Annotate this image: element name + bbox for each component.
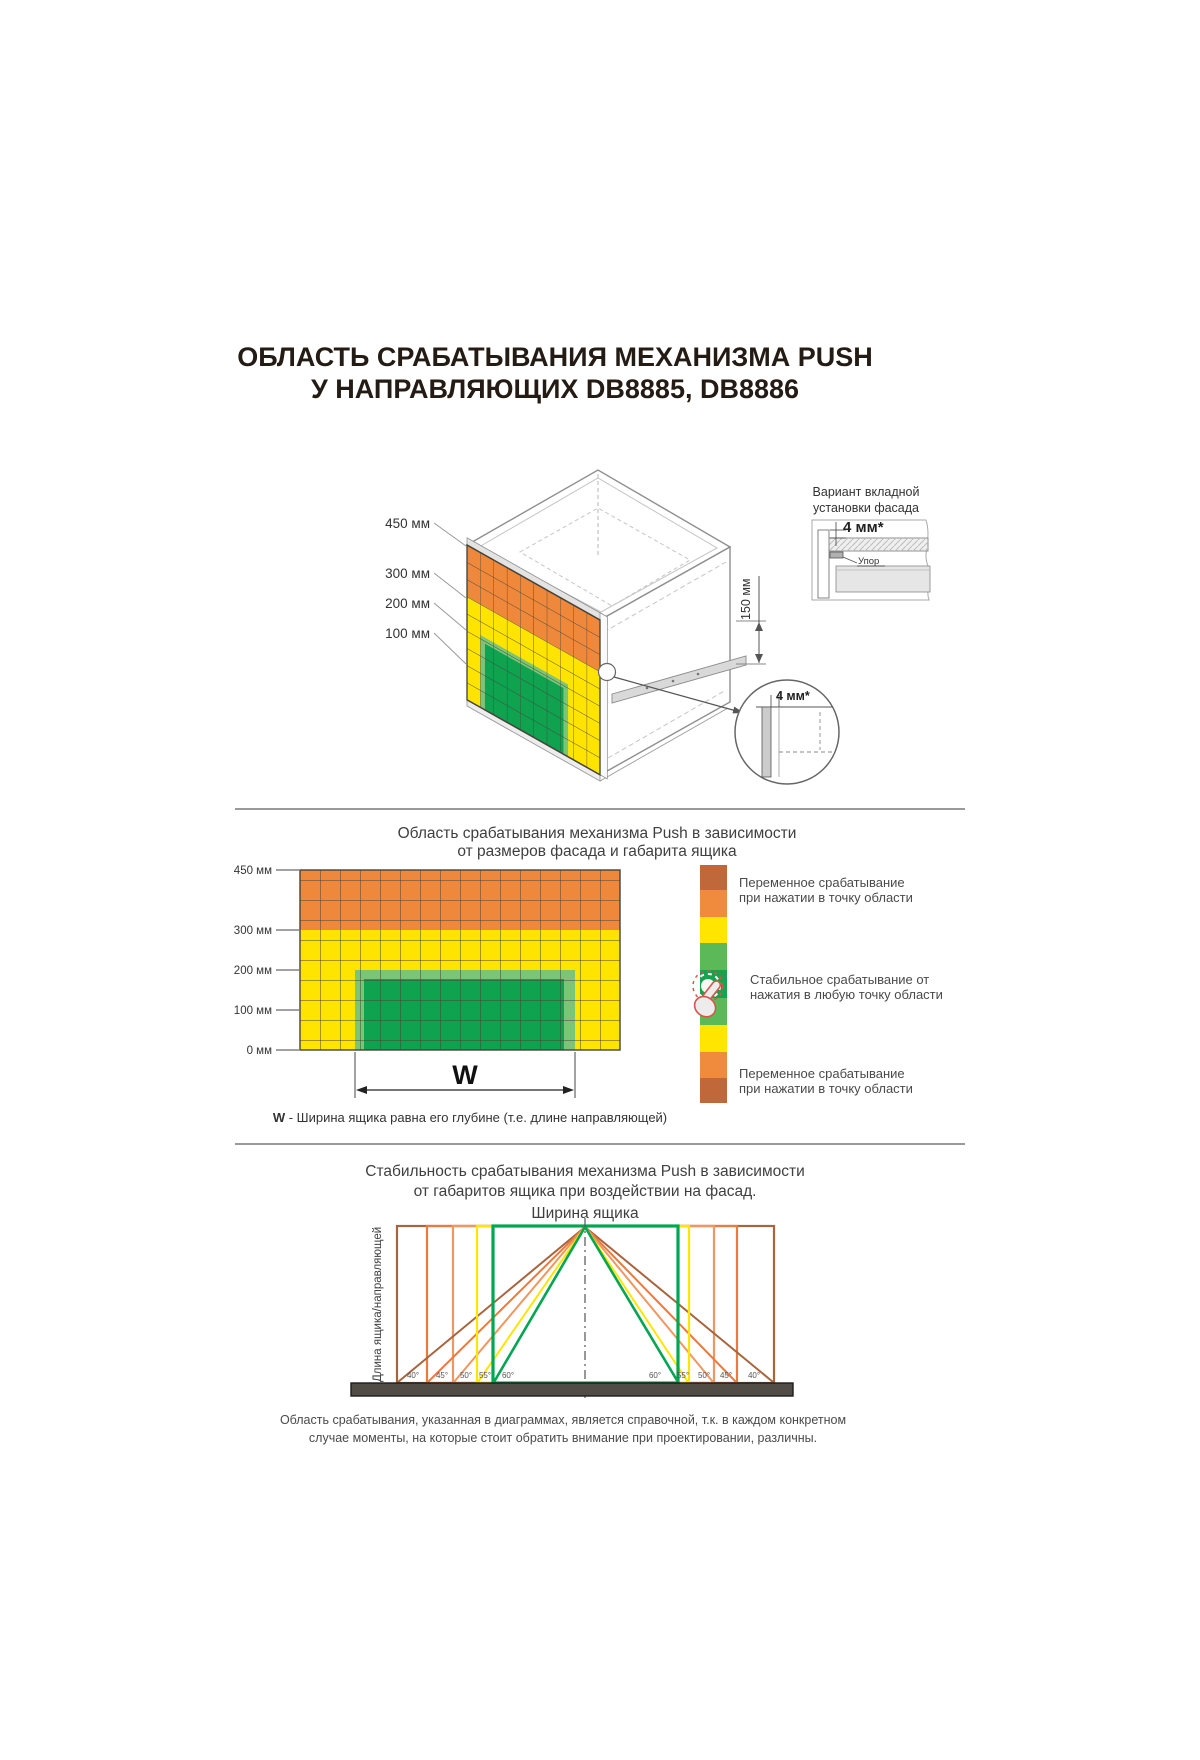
legend-bot-line2: при нажатии в точку области [739, 1081, 913, 1096]
fan-angle-labels [407, 1371, 760, 1380]
legend-seg-orange [700, 890, 727, 917]
w-note-text: - Ширина ящика равна его глубине (т.е. длине направляющей) [285, 1110, 668, 1125]
dim-label-200: 200 мм [385, 596, 430, 611]
detail-facade-edge [762, 707, 771, 777]
rail-hole [697, 673, 700, 676]
legend-seg-yellow [700, 917, 727, 943]
inset-top-panel-hatch [828, 538, 928, 551]
angle-left-45: 45° [435, 1371, 449, 1380]
ytick-0: 0 мм [246, 1045, 272, 1057]
detail-gap-dim: 4 мм* [776, 689, 810, 703]
height-150-dimension [736, 576, 766, 664]
stability-title1: Стабильность срабатывания механизма Push в зависимости [365, 1163, 805, 1180]
inset-gap-dim: 4 мм* [843, 519, 884, 536]
stability-note2: случае моменты, на которые стоит обратить внимание при проектировании, различны. [308, 1431, 818, 1445]
legend-seg-yellow [700, 1025, 727, 1052]
stability-chart [280, 1163, 846, 1445]
angle-left-40: 40° [406, 1371, 420, 1380]
stability-note1: Область срабатывания, указанная в диаграммах, является справочной, т.к. в каждом конкретном [279, 1413, 847, 1427]
facade-side-edge-strip [600, 613, 607, 779]
angle-right-40: 40° [747, 1371, 761, 1380]
facade-dimension-labels [385, 516, 466, 664]
legend-seg-orange [700, 1052, 727, 1078]
zone-grid-lines [300, 870, 620, 1050]
legend-mid-line1: Стабильное срабатывание от [750, 972, 930, 987]
ytick-450: 450 мм [233, 865, 272, 877]
fan-rect-55 [477, 1226, 689, 1383]
inset-box-title1: Вариант вкладной [812, 485, 920, 499]
legend-seg-green [700, 943, 727, 970]
angle-left-60: 60° [501, 1371, 515, 1380]
angle-left-55: 55° [478, 1371, 492, 1380]
ytick-100: 100 мм [233, 1005, 272, 1017]
w-label: W [452, 1060, 478, 1090]
inset-box-title2: установки фасада [813, 501, 919, 515]
dim-label-100: 100 мм [385, 626, 430, 641]
legend-top-line2: при нажатии в точку области [739, 890, 913, 905]
cabinet-3d-view [385, 470, 930, 784]
w-note-bold: W [272, 1110, 286, 1125]
zone-legend-texts [739, 875, 943, 1096]
inset-variant-box [812, 485, 930, 600]
base-bar [351, 1383, 793, 1396]
stability-title2: от габаритов ящика при воздействии на фасад. [413, 1183, 757, 1200]
zone-chart-y-axis [234, 865, 299, 1057]
dim-label-450: 450 мм [385, 516, 430, 531]
angle-right-55: 55° [676, 1371, 690, 1380]
stability-y-label: Длина ящика/направляющей [372, 1226, 384, 1382]
angle-right-50: 50° [697, 1371, 711, 1380]
zone-chart-title1: Область срабатывания механизма Push в зависимости [397, 825, 797, 842]
page-title [237, 342, 873, 404]
rail-hole [646, 687, 649, 690]
legend-seg-dark-orange [700, 1078, 727, 1103]
page-title-line1: ОБЛАСТЬ СРАБАТЫВАНИЯ МЕХАНИЗМА PUSH [237, 342, 873, 372]
w-note [273, 1110, 667, 1125]
angle-right-60: 60° [648, 1371, 662, 1380]
zone-chart [234, 825, 943, 1125]
legend-top-line1: Переменное срабатывание [739, 875, 905, 890]
legend-seg-dark-orange [700, 865, 727, 890]
stop-label: Упор [858, 556, 880, 567]
dim-label-300: 300 мм [385, 566, 430, 581]
width-dimension [355, 1052, 575, 1098]
gap-detail-circle [735, 680, 839, 784]
ytick-300: 300 мм [233, 925, 272, 937]
ytick-200: 200 мм [233, 965, 272, 977]
zone-chart-title2: от размеров фасада и габарита ящика [457, 843, 737, 860]
inset-facade-panel [818, 530, 829, 598]
page-title-line2: У НАПРАВЛЯЮЩИХ DB8885, DB8886 [310, 374, 800, 404]
angle-left-50: 50° [459, 1371, 473, 1380]
stability-x-label: Ширина ящика [531, 1205, 639, 1222]
legend-bot-line1: Переменное срабатывание [739, 1066, 905, 1081]
push-point-marker [599, 664, 616, 681]
rail-hole [672, 680, 675, 683]
legend-mid-line2: нажатия в любую точку области [750, 987, 943, 1002]
stop-clip [830, 552, 843, 558]
dim-label-150: 150 мм [739, 578, 753, 620]
angle-right-45: 45° [719, 1371, 733, 1380]
